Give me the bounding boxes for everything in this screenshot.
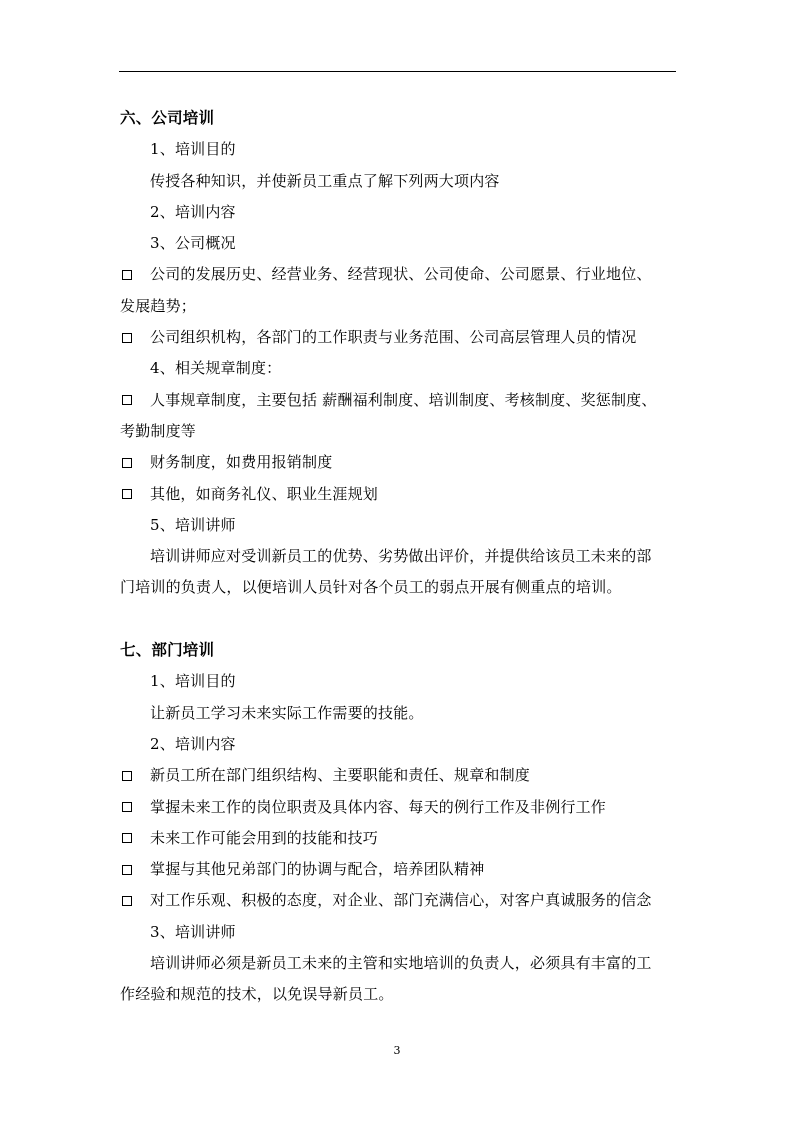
section-6-paragraph-line-2: 门培训的负责人，以便培训人员针对各个员工的弱点开展有侧重点的培训。 [120,578,622,597]
bullet-box-icon [122,896,132,906]
bullet-box-icon [122,333,132,343]
bullet-text: 掌握未来工作的岗位职责及具体内容、每天的例行工作及非例行工作 [150,797,607,816]
bullet-box-icon [122,833,132,843]
bullet-item [120,823,680,854]
bullet-continuation: 考勤制度等 [120,421,197,440]
bullet-text: 人事规章制度，主要包括 薪酬福利制度、培训制度、考核制度、奖惩制度、 [150,390,657,409]
bullet-text: 对工作乐观、积极的态度，对企业、部门充满信心，对客户真诚服务的信念 [150,891,652,910]
bullet-box-icon [122,771,132,781]
section-7-item-1-text: 让新员工学习未来实际工作需要的技能。 [150,703,424,722]
document-body [120,103,680,1011]
section-7-paragraph-line-1: 培训讲师必须是新员工未来的主管和实地培训的负责人，必须具有丰富的工 [150,954,652,973]
header-rule [119,71,676,72]
bullet-item [120,760,680,791]
bullet-text: 财务制度，如费用报销制度 [150,453,333,472]
bullet-text: 其他，如商务礼仪、职业生涯规划 [150,484,379,503]
bullet-text: 公司组织机构，各部门的工作职责与业务范围、公司高层管理人员的情况 [150,328,637,347]
section-6-item-1-title: 1、培训目的 [150,140,236,159]
section-7-item-2-title: 2、培训内容 [150,734,236,753]
section-6-item-2-title: 2、培训内容 [150,202,236,221]
bullet-text: 新员工所在部门组织结构、主要职能和责任、规章和制度 [150,766,531,785]
bullet-box-icon [122,489,132,499]
bullet-box-icon [122,865,132,875]
section-6-item-4-title: 4、相关规章制度： [150,359,282,378]
section-7-item-3-title: 3、培训讲师 [150,922,236,941]
section-7-item-1-title: 1、培训目的 [150,672,236,691]
bullet-box-icon [122,270,132,280]
bullet-item [120,479,680,510]
page-number: 3 [393,1044,401,1057]
bullet-box-icon [122,395,132,405]
bullet-item [120,792,680,823]
bullet-item [120,854,680,885]
section-7-heading: 七、部门培训 [120,641,215,660]
bullet-box-icon [122,458,132,468]
bullet-continuation: 发展趋势； [120,296,197,315]
section-6-item-3-title: 3、公司概况 [150,234,236,253]
bullet-item [120,885,680,916]
section-6-heading: 六、公司培训 [120,109,215,127]
bullet-text: 公司的发展历史、经营业务、经营现状、公司使命、公司愿景、行业地位、 [150,265,652,284]
section-gap [120,604,680,635]
bullet-text: 掌握与其他兄弟部门的协调与配合，培养团队精神 [150,860,485,879]
bullet-item [120,259,680,290]
bullet-item [120,385,680,416]
section-6-paragraph-line-1: 培训讲师应对受训新员工的优势、劣势做出评价，并提供给该员工未来的部 [150,547,652,566]
bullet-box-icon [122,802,132,812]
section-7-paragraph-line-2: 作经验和规范的技术，以免误导新员工。 [120,985,394,1004]
bullet-item [120,322,680,353]
bullet-text: 未来工作可能会用到的技能和技巧 [150,828,379,847]
section-6-item-1-text: 传授各种知识，并使新员工重点了解下列两大项内容 [150,171,500,190]
bullet-item [120,447,680,478]
section-6-item-5-title: 5、培训讲师 [150,515,236,534]
